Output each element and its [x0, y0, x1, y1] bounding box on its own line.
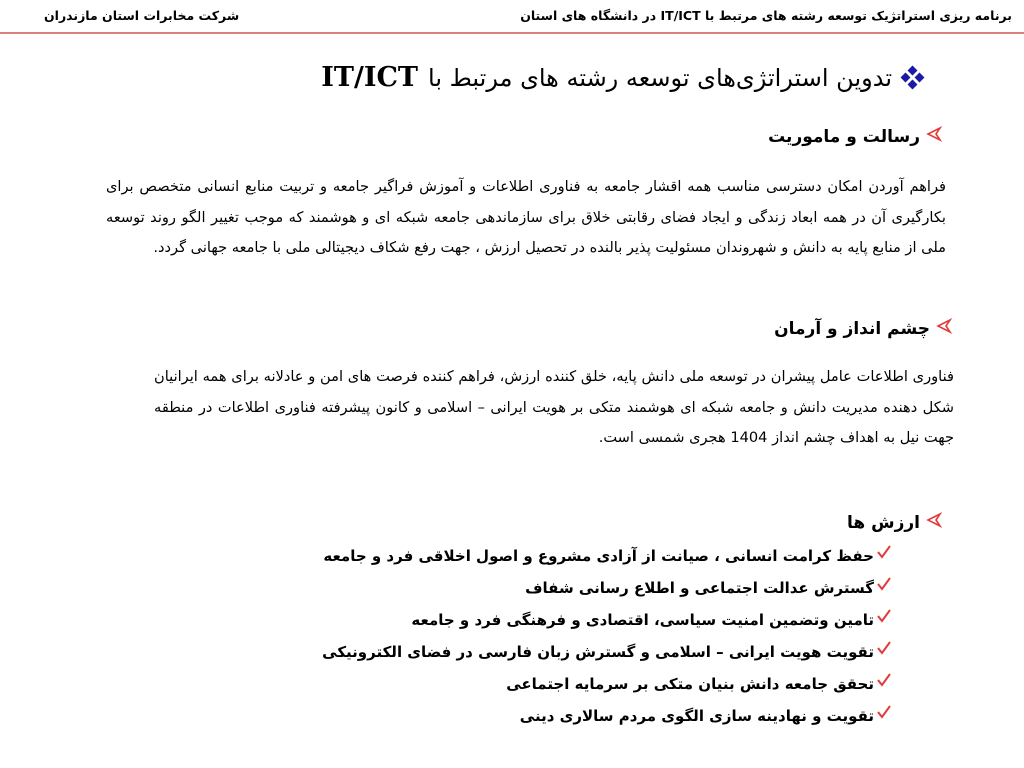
mission-heading-text: رسالت و ماموریت: [768, 126, 920, 147]
slide-title: [321, 62, 924, 93]
checkmark-icon: [876, 576, 892, 592]
header-company: شرکت مخابرات استان مازندران: [44, 8, 240, 23]
value-item-text: حفظ کرامت انسانی ، صیانت از آزادی مشروع و اصول اخلاقی فرد و جامعه: [323, 547, 874, 565]
mission-paragraph: فراهم آوردن امکان دسترسی مناسب همه اقشار جامعه به فناوری اطلاعات و آموزش فراگیر جامعه و تربیت منابع انسانی متخصص برای بکارگیری آن در همه ابعاد زندگی و ایجاد فضای رقابتی خلاق برای سازماندهی جامعه شبکه ای و هوشمند که موجب تغییر الگو روند توسعه ملی از منابع پایه به دانش و شهروندان مسئولیت پذیر بالنده در تحصیل ارزش ، جهت رفع شکاف دیجیتالی ملی با جامعه جهانی گردد.: [106, 178, 946, 256]
header-divider: [0, 32, 1024, 34]
value-item-text: تقویت و نهادینه سازی الگوی مردم سالاری دینی: [519, 707, 874, 725]
list-item: [322, 604, 892, 636]
value-item-text: تامین وتضمین امنیت سیاسی، اقتصادی و فرهنگی فرد و جامعه: [411, 611, 874, 629]
vision-paragraph: فناوری اطلاعات عامل پیشران در توسعه ملی دانش پایه، خلق کننده ارزش، فراهم کننده فرصت های امن و عادلانه برای همه ایرانیان شکل دهنده مدیریت دانش و جامعه شبکه ای هوشمند متکی بر هویت ایرانی – اسلامی و کانون پیشرفته فناوری اطلاعات در منطقه جهت نیل به اهداف چشم انداز 1404 هجری شمسی است.: [154, 368, 954, 446]
header-title: برنامه ریزی استراتژیک توسعه رشته های مرتبط با IT/ICT در دانشگاه های استان: [520, 8, 1012, 23]
value-item-text: تحقق جامعه دانش بنیان متکی بر سرمایه اجتماعی: [506, 675, 874, 693]
vision-heading-text: چشم انداز و آرمان: [774, 318, 930, 339]
values-heading-text: ارزش ها: [847, 512, 920, 533]
list-item: [322, 540, 892, 572]
slide-title-latin: IT/ICT: [321, 62, 419, 93]
checkmark-icon: [876, 544, 892, 560]
arrow-bullet-icon: [936, 318, 952, 339]
values-list: [322, 540, 892, 732]
value-item-text: گسترش عدالت اجتماعی و اطلاع رسانی شفاف: [525, 579, 874, 597]
list-item: [322, 700, 892, 732]
mission-heading: [768, 126, 942, 147]
slide-title-text: تدوین استراتژی‌های توسعه رشته های مرتبط با: [428, 63, 892, 92]
checkmark-icon: [876, 640, 892, 656]
arrow-bullet-icon: [926, 512, 942, 533]
slide-header: [0, 0, 1024, 33]
list-item: [322, 636, 892, 668]
checkmark-icon: [876, 704, 892, 720]
list-item: [322, 668, 892, 700]
diamond-bullet-icon: [902, 67, 924, 89]
checkmark-icon: [876, 672, 892, 688]
list-item: [322, 572, 892, 604]
checkmark-icon: [876, 608, 892, 624]
value-item-text: تقویت هویت ایرانی – اسلامی و گسترش زبان فارسی در فضای الکترونیکی: [322, 643, 874, 661]
vision-heading: [774, 318, 952, 339]
arrow-bullet-icon: [926, 126, 942, 147]
values-heading: [847, 512, 942, 533]
